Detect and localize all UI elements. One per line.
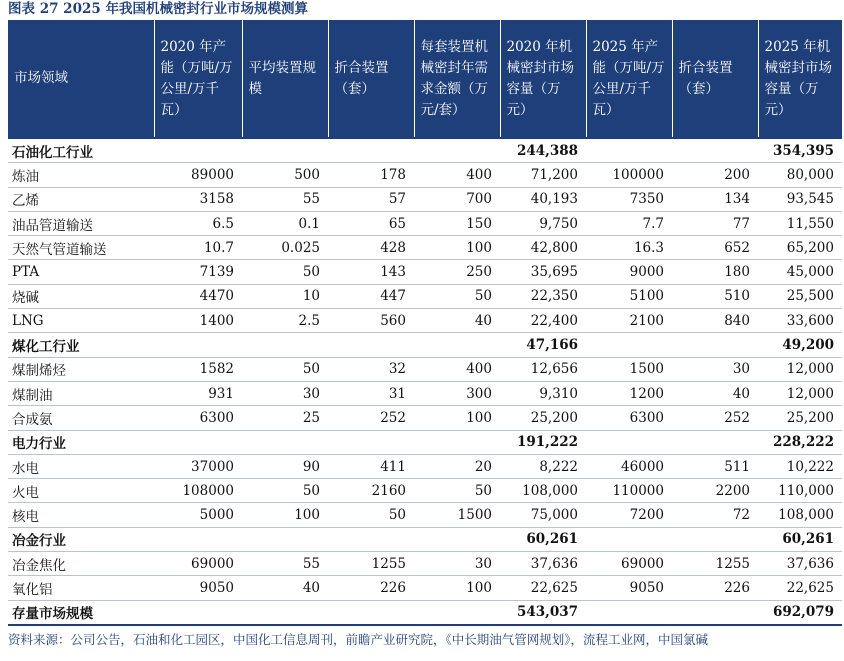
row-label: 氧化铝 — [8, 576, 154, 600]
table-cell: 100 — [242, 503, 328, 527]
row-label: PTA — [8, 260, 154, 284]
total-row — [8, 600, 842, 625]
row-label: 油品管道输送 — [8, 211, 154, 235]
table-cell: 50 — [328, 503, 414, 527]
table-cell — [586, 138, 672, 163]
table-cell: 500 — [242, 163, 328, 187]
table-cell: 400 — [414, 163, 500, 187]
table-cell: 46000 — [586, 454, 672, 478]
table-cell: 1255 — [328, 552, 414, 576]
header-2020-capacity: 2020 年产能（万吨/万公里/万千瓦） — [154, 20, 242, 138]
table-cell: 2200 — [672, 479, 758, 503]
table-cell — [328, 138, 414, 163]
table-cell: 1500 — [586, 357, 672, 381]
table-cell — [586, 600, 672, 625]
table-row — [8, 381, 842, 405]
table-cell: 692,079 — [758, 600, 842, 625]
table-cell: 100 — [414, 236, 500, 260]
table-cell: 10 — [242, 284, 328, 308]
table-cell: 50 — [242, 479, 328, 503]
table-cell: 7139 — [154, 260, 242, 284]
table-cell: 100 — [414, 576, 500, 600]
row-label: 煤化工行业 — [8, 333, 154, 357]
table-row — [8, 357, 842, 381]
table-row — [8, 187, 842, 211]
table-cell: 1400 — [154, 309, 242, 333]
table-cell: 75,000 — [500, 503, 586, 527]
table-cell: 40 — [414, 309, 500, 333]
table-cell: 1200 — [586, 381, 672, 405]
table-cell: 22,625 — [758, 576, 842, 600]
row-label: 电力行业 — [8, 430, 154, 454]
row-label: 水电 — [8, 454, 154, 478]
table-cell: 1582 — [154, 357, 242, 381]
table-cell: 244,388 — [500, 138, 586, 163]
table-cell: 12,000 — [758, 381, 842, 405]
table-cell: 700 — [414, 187, 500, 211]
table-cell — [414, 333, 500, 357]
table-cell: 200 — [672, 163, 758, 187]
table-cell: 69000 — [154, 552, 242, 576]
table-cell: 543,037 — [500, 600, 586, 625]
table-cell — [154, 527, 242, 551]
table-cell: 69000 — [586, 552, 672, 576]
table-cell: 93,545 — [758, 187, 842, 211]
table-cell: 90 — [242, 454, 328, 478]
table-cell — [328, 333, 414, 357]
table-cell: 428 — [328, 236, 414, 260]
table-cell: 50 — [242, 260, 328, 284]
table-cell: 47,166 — [500, 333, 586, 357]
table-row — [8, 552, 842, 576]
table-cell: 37,636 — [500, 552, 586, 576]
table-cell: 16.3 — [586, 236, 672, 260]
table-cell: 2.5 — [242, 309, 328, 333]
table-cell — [242, 527, 328, 551]
table-cell — [242, 430, 328, 454]
row-label: 乙烯 — [8, 187, 154, 211]
table-cell: 55 — [242, 552, 328, 576]
source-note: 资料来源：公司公告，石油和化工园区，中国化工信息周刊，前瞻产业研究院，《中长期油气管网规划》，流程工业网，中国氯碱 — [8, 632, 709, 647]
table-cell: 25,500 — [758, 284, 842, 308]
row-label: 合成氨 — [8, 406, 154, 430]
table-cell: 0.1 — [242, 211, 328, 235]
table-row — [8, 576, 842, 600]
table-row — [8, 454, 842, 478]
table-cell: 180 — [672, 260, 758, 284]
row-label: 核电 — [8, 503, 154, 527]
table-cell: 30 — [242, 381, 328, 405]
table-cell: 7.7 — [586, 211, 672, 235]
header-2025-units: 折合装置（套） — [672, 20, 758, 138]
table-row — [8, 260, 842, 284]
row-label: 存量市场规模 — [8, 600, 154, 625]
table-cell: 108000 — [154, 479, 242, 503]
table-cell: 12,656 — [500, 357, 586, 381]
table-cell — [672, 333, 758, 357]
table-cell: 108,000 — [758, 503, 842, 527]
table-cell: 300 — [414, 381, 500, 405]
table-cell: 100000 — [586, 163, 672, 187]
table-cell: 65,200 — [758, 236, 842, 260]
table-row — [8, 479, 842, 503]
table-cell: 10,222 — [758, 454, 842, 478]
table-cell: 35,695 — [500, 260, 586, 284]
table-cell: 226 — [328, 576, 414, 600]
table-cell: 42,800 — [500, 236, 586, 260]
table-cell: 252 — [672, 406, 758, 430]
table-cell: 50 — [242, 357, 328, 381]
table-cell: 50 — [414, 479, 500, 503]
table-cell: 4470 — [154, 284, 242, 308]
category-row — [8, 333, 842, 357]
table-cell: 510 — [672, 284, 758, 308]
header-2020-units: 折合装置（套） — [328, 20, 414, 138]
table-cell — [328, 430, 414, 454]
row-label: 炼油 — [8, 163, 154, 187]
table-cell — [414, 600, 500, 625]
table-cell — [328, 527, 414, 551]
table-cell: 9,310 — [500, 381, 586, 405]
table-cell: 80,000 — [758, 163, 842, 187]
row-label: 冶金焦化 — [8, 552, 154, 576]
table-cell: 1255 — [672, 552, 758, 576]
category-row — [8, 430, 842, 454]
header-2025-capacity: 2025 年产能（万吨/万公里/万千瓦） — [586, 20, 672, 138]
table-cell: 652 — [672, 236, 758, 260]
table-cell: 11,550 — [758, 211, 842, 235]
row-label: 天然气管道输送 — [8, 236, 154, 260]
row-label: 冶金行业 — [8, 527, 154, 551]
table-cell: 55 — [242, 187, 328, 211]
table-cell: 57 — [328, 187, 414, 211]
table-cell — [672, 600, 758, 625]
table-cell: 1500 — [414, 503, 500, 527]
table-cell: 31 — [328, 381, 414, 405]
table-cell — [154, 138, 242, 163]
table-cell — [154, 430, 242, 454]
row-label: LNG — [8, 309, 154, 333]
table-cell: 50 — [414, 284, 500, 308]
table-cell: 25,200 — [758, 406, 842, 430]
header-seal-demand: 每套装置机械密封年需求金额（万元/套） — [414, 20, 500, 138]
table-cell — [242, 600, 328, 625]
table-cell: 40,193 — [500, 187, 586, 211]
table-cell — [154, 333, 242, 357]
table-cell: 37000 — [154, 454, 242, 478]
table-cell: 447 — [328, 284, 414, 308]
table-cell: 71,200 — [500, 163, 586, 187]
table-cell: 560 — [328, 309, 414, 333]
table-cell: 40 — [242, 576, 328, 600]
table-cell: 49,200 — [758, 333, 842, 357]
table-cell: 2160 — [328, 479, 414, 503]
table-cell: 72 — [672, 503, 758, 527]
table-cell: 7200 — [586, 503, 672, 527]
table-cell: 931 — [154, 381, 242, 405]
table-cell: 9,750 — [500, 211, 586, 235]
row-label: 石油化工行业 — [8, 138, 154, 163]
table-cell: 40 — [672, 381, 758, 405]
table-cell: 22,350 — [500, 284, 586, 308]
table-row — [8, 309, 842, 333]
table-cell: 110,000 — [758, 479, 842, 503]
header-2025-market: 2025 年机械密封市场容量（万元） — [758, 20, 842, 138]
table-cell: 7350 — [586, 187, 672, 211]
table-cell: 143 — [328, 260, 414, 284]
table-title: 图表 27 2025 年我国机械密封行业市场规模测算 — [8, 1, 308, 17]
header-row — [8, 20, 842, 138]
table-cell: 60,261 — [758, 527, 842, 551]
table-cell: 6300 — [586, 406, 672, 430]
table-cell: 191,222 — [500, 430, 586, 454]
table-cell — [242, 138, 328, 163]
header-avg-scale: 平均装置规模 — [242, 20, 328, 138]
table-cell — [586, 333, 672, 357]
table-cell — [414, 527, 500, 551]
table-cell: 32 — [328, 357, 414, 381]
table-cell: 10.7 — [154, 236, 242, 260]
table-cell — [672, 138, 758, 163]
table-cell — [154, 600, 242, 625]
table-cell: 6.5 — [154, 211, 242, 235]
table-cell: 150 — [414, 211, 500, 235]
table-cell: 25,200 — [500, 406, 586, 430]
table-cell: 511 — [672, 454, 758, 478]
table-cell: 5000 — [154, 503, 242, 527]
table-cell: 178 — [328, 163, 414, 187]
header-market-field: 市场领域 — [8, 20, 154, 138]
table-cell: 30 — [414, 552, 500, 576]
row-label: 火电 — [8, 479, 154, 503]
table-row — [8, 236, 842, 260]
table-row — [8, 211, 842, 235]
row-label: 煤制油 — [8, 381, 154, 405]
table-cell: 30 — [672, 357, 758, 381]
table-cell: 8,222 — [500, 454, 586, 478]
table-cell: 25 — [242, 406, 328, 430]
table-cell: 6300 — [154, 406, 242, 430]
table-cell: 226 — [672, 576, 758, 600]
table-cell: 400 — [414, 357, 500, 381]
table-cell: 250 — [414, 260, 500, 284]
table-cell — [672, 430, 758, 454]
table-cell — [586, 527, 672, 551]
row-label: 烧碱 — [8, 284, 154, 308]
table-cell: 354,395 — [758, 138, 842, 163]
table-cell: 0.025 — [242, 236, 328, 260]
table-cell: 22,400 — [500, 309, 586, 333]
table-cell — [328, 600, 414, 625]
table-cell — [414, 138, 500, 163]
table-row — [8, 503, 842, 527]
table-cell: 228,222 — [758, 430, 842, 454]
table-cell: 108,000 — [500, 479, 586, 503]
table-cell — [586, 430, 672, 454]
table-row — [8, 284, 842, 308]
table-cell: 45,000 — [758, 260, 842, 284]
table-cell: 22,625 — [500, 576, 586, 600]
table-cell: 60,261 — [500, 527, 586, 551]
table-cell: 134 — [672, 187, 758, 211]
table-cell: 20 — [414, 454, 500, 478]
table-cell: 110000 — [586, 479, 672, 503]
table-cell: 9050 — [154, 576, 242, 600]
table-cell: 2100 — [586, 309, 672, 333]
table-cell — [414, 430, 500, 454]
table-cell: 5100 — [586, 284, 672, 308]
table-cell: 9000 — [586, 260, 672, 284]
table-cell: 840 — [672, 309, 758, 333]
table-cell: 411 — [328, 454, 414, 478]
table-cell: 89000 — [154, 163, 242, 187]
table-cell: 65 — [328, 211, 414, 235]
row-label: 煤制烯烃 — [8, 357, 154, 381]
table-cell: 12,000 — [758, 357, 842, 381]
table-cell: 3158 — [154, 187, 242, 211]
table-cell: 37,636 — [758, 552, 842, 576]
table-row — [8, 163, 842, 187]
category-row — [8, 527, 842, 551]
table-cell: 100 — [414, 406, 500, 430]
header-2020-market: 2020 年机械密封市场容量（万元） — [500, 20, 586, 138]
table-row — [8, 406, 842, 430]
table-cell: 77 — [672, 211, 758, 235]
table-cell — [672, 527, 758, 551]
table-cell: 252 — [328, 406, 414, 430]
table-cell: 33,600 — [758, 309, 842, 333]
category-row — [8, 138, 842, 163]
table-cell: 9050 — [586, 576, 672, 600]
market-size-table — [8, 20, 842, 626]
table-cell — [242, 333, 328, 357]
